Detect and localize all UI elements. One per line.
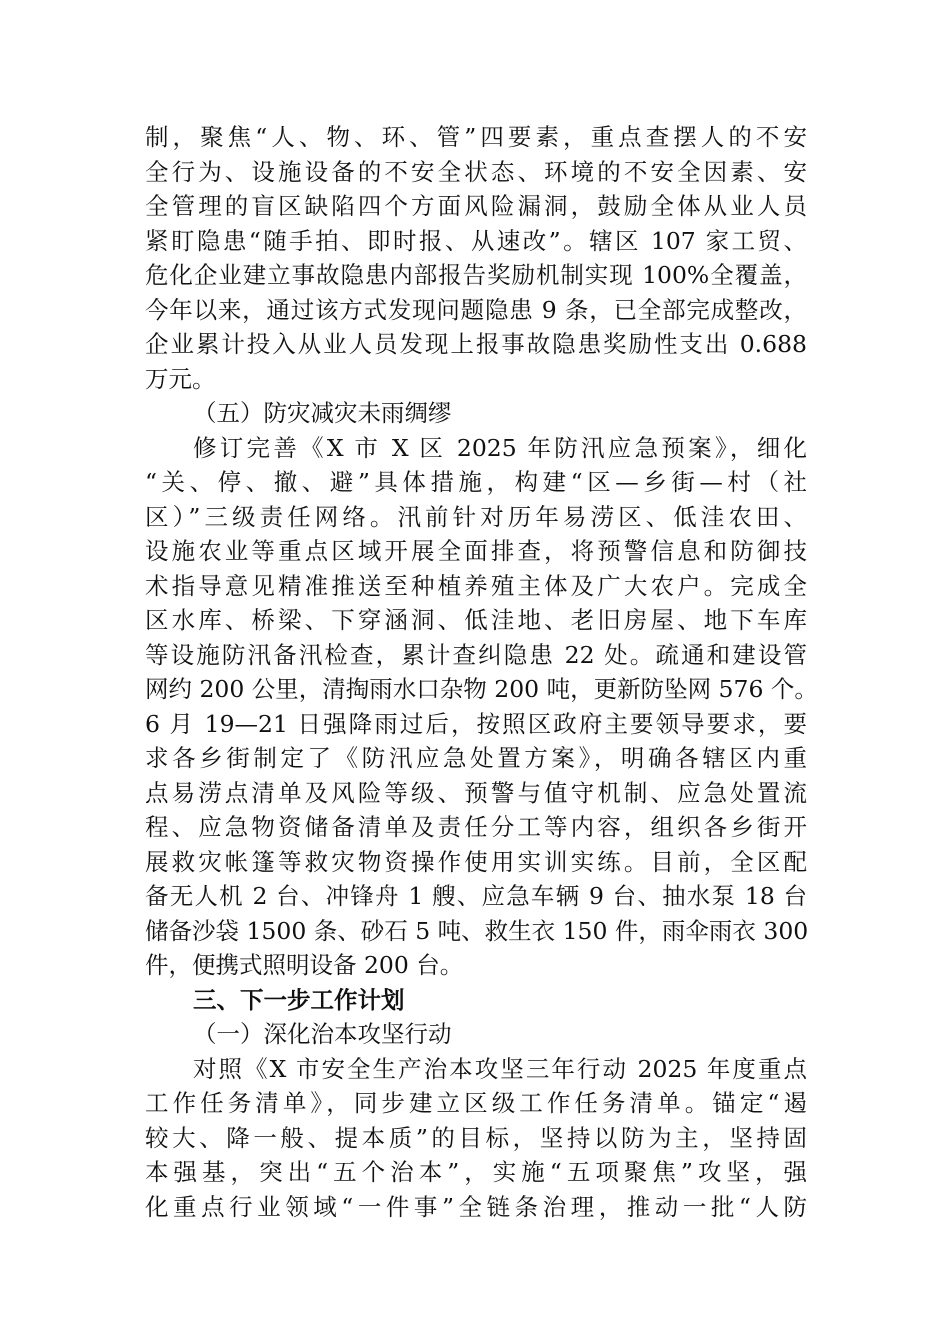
text-line: 危化企业建立事故隐患内部报告奖励机制实现 100%全覆盖， <box>145 261 807 289</box>
text-line: 全管理的盲区缺陷四个方面风险漏洞，鼓励全体从业人员 <box>145 192 807 220</box>
text-line: 对照《X 市安全生产治本攻坚三年行动 2025 年度重点 <box>193 1054 807 1083</box>
section-heading: 三、下一步工作计划 <box>193 985 405 1014</box>
text-line: 修订完善《X 市 X 区 2025 年防汛应急预案》，细化 <box>193 433 807 462</box>
text-line: 今年以来，通过该方式发现问题隐患 9 条，已全部完成整改， <box>145 295 807 324</box>
text-line: 件，便携式照明设备 200 台。 <box>145 951 464 979</box>
text-line: 求各乡街制定了《防汛应急处置方案》，明确各辖区内重 <box>145 744 807 772</box>
subsection-heading: （一）深化治本攻坚行动 <box>193 1020 452 1048</box>
text-line: 工作任务清单》，同步建立区级工作任务清单。锚定“遏 <box>145 1089 807 1117</box>
text-line: 制，聚焦“人、物、环、管”四要素，重点查摆人的不安 <box>145 123 807 151</box>
text-line: 6 月 19—21 日强降雨过后，按照区政府主要领导要求，要 <box>145 709 807 738</box>
text-line: 区）”三级责任网络。汛前针对历年易涝区、低洼农田、 <box>145 502 807 531</box>
text-line: 紧盯隐患“随手拍、即时报、从速改”。辖区 107 家工贸、 <box>145 226 807 255</box>
text-line: 展救灾帐篷等救灾物资操作使用实训实练。目前，全区配 <box>145 847 807 876</box>
text-line: 备无人机 2 台、冲锋舟 1 艘、应急车辆 9 台、抽水泵 18 台 <box>145 882 807 910</box>
text-line: 本强基，突出“五个治本”，实施“五项聚焦”攻坚，强 <box>145 1158 807 1186</box>
text-line: 点易涝点清单及风险等级、预警与值守机制、应急处置流 <box>145 778 807 807</box>
subsection-heading: （五）防灾减灾未雨绸缪 <box>193 399 452 427</box>
text-line: 万元。 <box>145 364 216 393</box>
text-line: 企业累计投入从业人员发现上报事故隐患奖励性支出 0.688 <box>145 330 807 358</box>
document-page <box>145 120 818 1224</box>
text-line: 化重点行业领域“一件事”全链条治理，推动一批“人防 <box>145 1192 807 1221</box>
text-line: “关、停、撤、避”具体措施，构建“区—乡街—村（社 <box>145 468 807 496</box>
text-line: 储备沙袋 1500 条、砂石 5 吨、救生衣 150 件，雨伞雨衣 300 <box>145 916 809 945</box>
text-line: 程、应急物资储备清单及责任分工等内容，组织各乡街开 <box>145 813 807 841</box>
text-line: 设施农业等重点区域开展全面排查，将预警信息和防御技 <box>145 537 807 565</box>
text-line: 网约 200 公里，清掏雨水口杂物 200 吨，更新防坠网 576 个。 <box>145 675 818 703</box>
text-line: 较大、降一般、提本质”的目标，坚持以防为主，坚持固 <box>145 1123 807 1152</box>
text-line: 全行为、设施设备的不安全状态、环境的不安全因素、安 <box>145 157 807 186</box>
text-line: 等设施防汛备汛检查，累计查纠隐患 22 处。疏通和建设管 <box>145 640 807 669</box>
text-line: 术指导意见精准推送至种植养殖主体及广大农户。完成全 <box>145 571 807 600</box>
text-line: 区水库、桥梁、下穿涵洞、低洼地、老旧房屋、地下车库 <box>145 606 807 634</box>
